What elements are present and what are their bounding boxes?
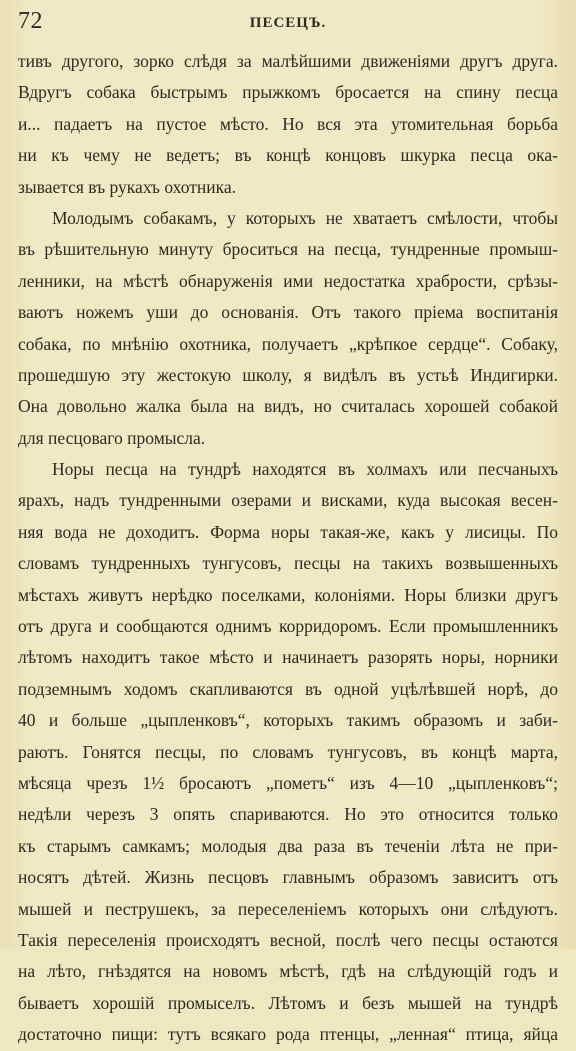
text-line: 40 и больше „цыпленковъ“, которыхъ такимъ образомъ и заби-	[18, 710, 558, 731]
text-line: ваютъ ножемъ уши до основанія. Отъ такого пріема воспитанія	[18, 302, 558, 323]
text-line: для песцоваго промысла.	[18, 427, 206, 448]
text-line: мѣсяца чрезъ 1½ бросаютъ „пометъ“ изъ 4—10 „цыпленковъ“;	[18, 772, 558, 793]
paragraph-start-line: Норы песца на тундрѣ находятся въ холмахъ или песчаныхъ	[52, 459, 558, 480]
text-line: зывается въ рукахъ охотника.	[18, 176, 236, 197]
text-line: ярахъ, надъ тундренными озерами и висками, куда высокая весен-	[18, 490, 558, 511]
text-line: словамъ тундренныхъ тунгусовъ, песцы на такихъ возвышенныхъ	[18, 553, 558, 574]
text-line: тивъ другого, зорко слѣдя за малѣйшими движеніями другъ друга.	[18, 51, 558, 71]
text-line: на лѣто, гнѣздятся на новомъ мѣстѣ, гдѣ на слѣдующій годъ и	[18, 961, 558, 982]
text-line: собака, по мнѣнію охотника, получаетъ „крѣпкое сердце“. Собаку,	[18, 333, 558, 354]
text-line: мѣстахъ живутъ нерѣдко поселками, колоніями. Норы близки другъ	[18, 584, 558, 605]
text-line: и... падаетъ на пустое мѣсто. Но вся эта утомительная борьба	[18, 113, 558, 134]
text-line: бываетъ хорошій промыселъ. Лѣтомъ и безъ мышей на тундрѣ	[18, 992, 558, 1013]
text-line: няя вода не доходитъ. Форма норы такая-же, какъ у лисицы. По	[18, 521, 558, 542]
text-line: раютъ. Гонятся песцы, по словамъ тунгусовъ, въ концѣ марта,	[18, 741, 558, 762]
text-line: къ старымъ самкамъ; молодыя два раза въ теченіи лѣта не при-	[18, 835, 558, 856]
page-number: 72	[18, 8, 43, 34]
running-title: ПЕСЕЦЪ.	[249, 15, 327, 31]
text-line: ни къ чему не ведетъ; въ концѣ концовъ шкурка песца ока-	[18, 145, 558, 166]
text-line: Такія переселенія происходятъ весной, послѣ чего песцы остаются	[18, 929, 558, 950]
text-line: носятъ дѣтей. Жизнь песцовъ главнымъ образомъ зависитъ отъ	[18, 867, 558, 888]
text-line: достаточно пищи: тутъ всякаго рода птенцы, „ленная“ птица, яйца	[18, 1024, 558, 1045]
page-header	[18, 6, 558, 40]
text-line: прошедшую эту жестокую школу, я видѣлъ въ устьѣ Индигирки.	[18, 364, 558, 385]
text-line: ленники, на мѣстѣ обнаруженія ими недостатка храбрости, срѣзы-	[18, 270, 558, 291]
text-line: въ рѣшительную минуту броситься на песца, тундренные промыш-	[18, 239, 558, 260]
text-line: Она довольно жалка была на видъ, но считалась хорошей собакой	[18, 396, 558, 417]
text-line: отъ друга и сообщаются однимъ корридоромъ. Если промышленникъ	[18, 616, 558, 637]
text-line: недѣли черезъ 3 опять спариваются. Но это относится только	[18, 804, 558, 825]
paragraph-start-line: Молодымъ собакамъ, у которыхъ не хватаетъ смѣлости, чтобы	[52, 207, 558, 228]
text-line: Вдругъ собака быстрымъ прыжкомъ бросается на спину песца	[18, 82, 558, 103]
text-line: лѣтомъ находитъ такое мѣсто и начинаетъ разорять норы, норники	[18, 647, 558, 668]
text-line: подземнымъ ходомъ скапливаются въ одной уцѣлѣвшей норѣ, до	[18, 678, 558, 699]
text-line: мышей и пеструшекъ, за переселеніемъ которыхъ они слѣдуютъ.	[18, 898, 558, 919]
body-text	[18, 46, 558, 1051]
